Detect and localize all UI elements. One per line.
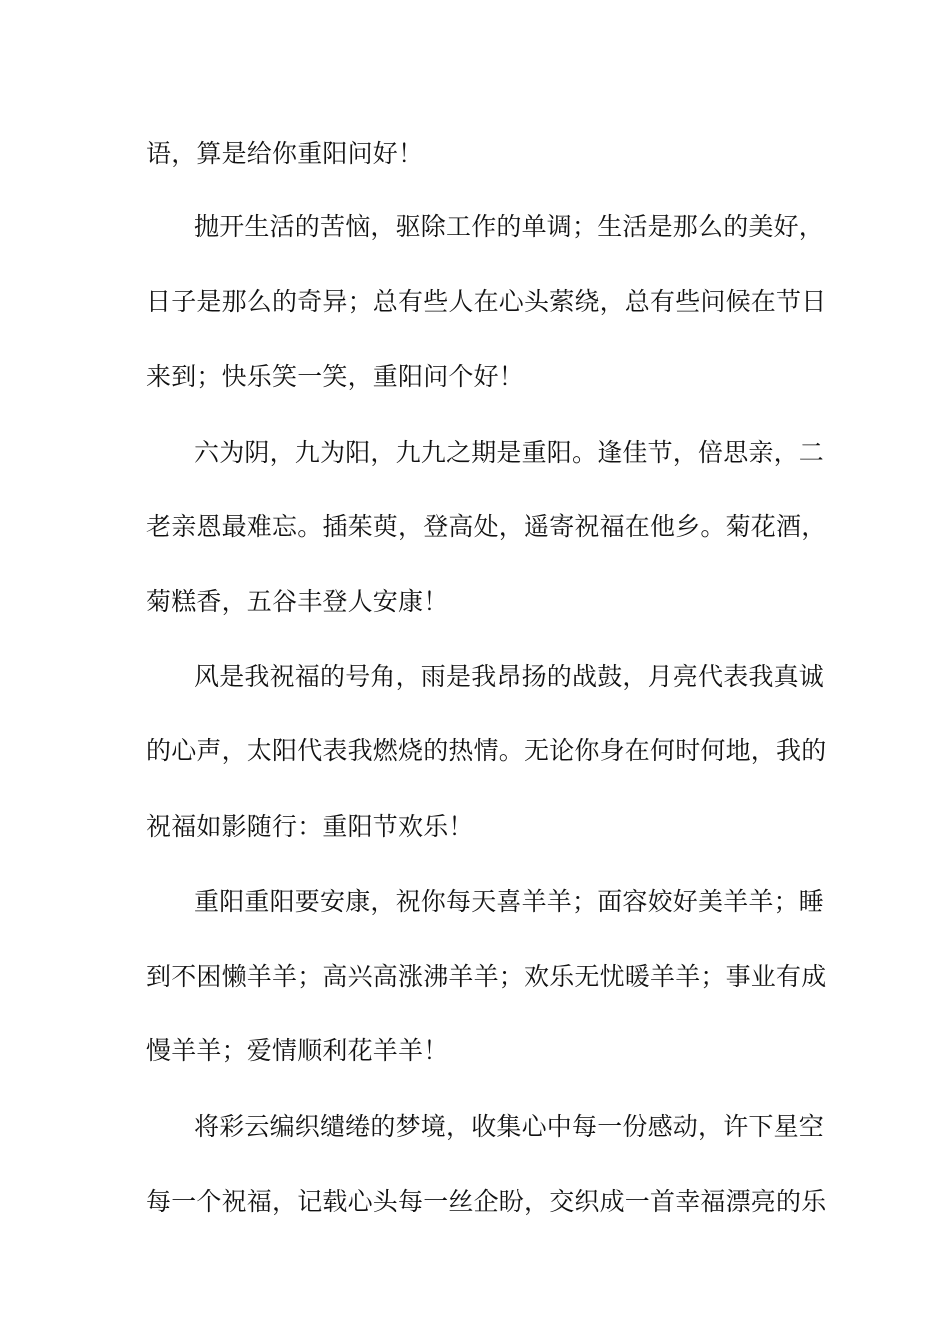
paragraph-3-line-2: 的心声，太阳代表我燃烧的热情。无论你身在何时何地，我的	[146, 736, 827, 765]
paragraph-5-line-2: 每一个祝福，记载心头每一丝企盼，交织成一首幸福漂亮的乐	[146, 1187, 827, 1216]
paragraph-4-line-3: 慢羊羊；爱情顺利花羊羊！	[146, 1036, 449, 1065]
paragraph-1-line-2: 日子是那么的奇异；总有些人在心头萦绕，总有些问候在节日	[146, 287, 827, 316]
paragraph-5-line-1: 将彩云编织缱绻的梦境，收集心中每一份感动，许下星空	[194, 1112, 825, 1141]
paragraph-4-line-2: 到不困懒羊羊；高兴高涨沸羊羊；欢乐无忧暖羊羊；事业有成	[146, 962, 827, 991]
paragraph-1-line-1: 抛开生活的苦恼，驱除工作的单调；生活是那么的美好，	[194, 212, 825, 241]
text-line-1: 语，算是给你重阳问好！	[146, 139, 424, 168]
paragraph-3-line-3: 祝福如影随行：重阳节欢乐！	[146, 812, 474, 841]
paragraph-1-line-3: 来到；快乐笑一笑，重阳问个好！	[146, 362, 525, 391]
paragraph-3-line-1: 风是我祝福的号角，雨是我昂扬的战鼓，月亮代表我真诚	[194, 662, 825, 691]
paragraph-2-line-3: 菊糕香，五谷丰登人安康！	[146, 587, 449, 616]
paragraph-2-line-2: 老亲恩最难忘。插茱萸，登高处，遥寄祝福在他乡。菊花酒，	[146, 512, 827, 541]
paragraph-4-line-1: 重阳重阳要安康，祝你每天喜羊羊；面容姣好美羊羊；睡	[194, 887, 825, 916]
paragraph-2-line-1: 六为阴，九为阳，九九之期是重阳。逢佳节，倍思亲，二	[194, 438, 825, 467]
